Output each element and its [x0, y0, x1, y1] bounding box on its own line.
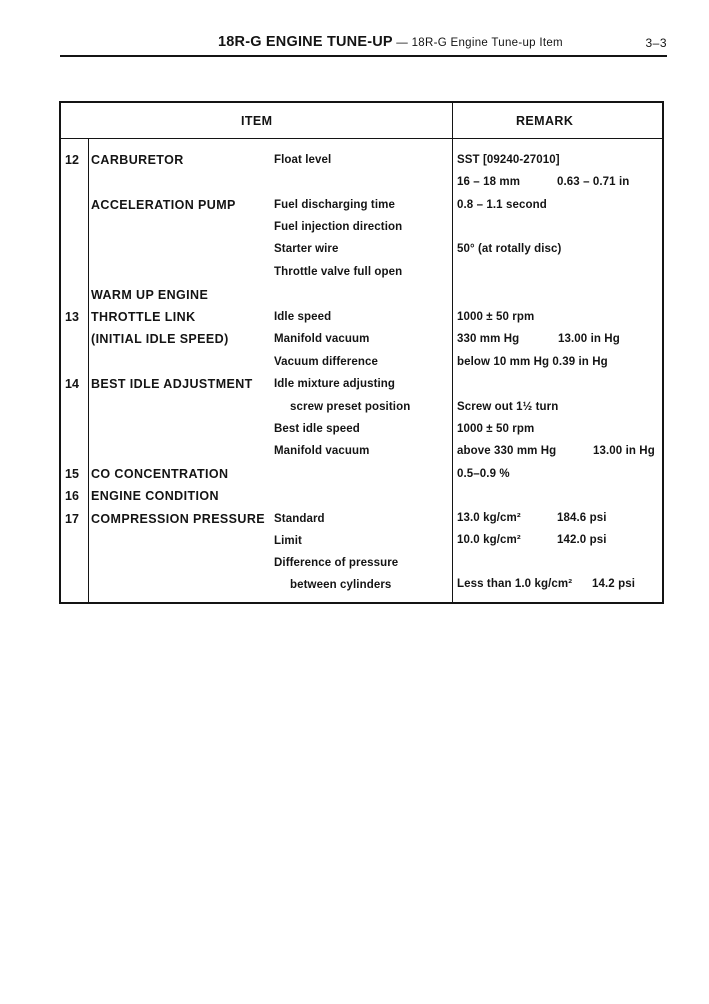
row-sub-item: Standard	[274, 513, 325, 525]
row-remark-secondary: 184.6 psi	[557, 512, 607, 524]
row-category: BEST IDLE ADJUSTMENT	[91, 377, 253, 391]
row-sub-item: Limit	[274, 535, 302, 547]
row-remark-secondary: 142.0 psi	[557, 534, 607, 546]
row-remark: 1000 ± 50 rpm	[457, 311, 535, 323]
item-remark-divider	[452, 103, 453, 602]
page-header	[60, 30, 667, 56]
row-category: CARBURETOR	[91, 153, 184, 167]
row-remark: 1000 ± 50 rpm	[457, 423, 535, 435]
row-category: ENGINE CONDITION	[91, 489, 219, 503]
header-rule	[60, 55, 667, 57]
row-number: 17	[65, 512, 79, 526]
row-remark-secondary: 13.00 in Hg	[558, 333, 620, 345]
row-remark-secondary: 14.2 psi	[592, 578, 635, 590]
row-sub-item: Difference of pressure	[274, 557, 399, 569]
row-sub-item: screw preset position	[290, 401, 411, 413]
row-remark: 0.8 – 1.1 second	[457, 199, 547, 211]
row-sub-item: Best idle speed	[274, 423, 360, 435]
row-remark-secondary: 0.63 – 0.71 in	[557, 176, 630, 188]
row-remark: 330 mm Hg	[457, 333, 520, 345]
row-sub-item: Manifold vacuum	[274, 333, 370, 345]
row-remark: above 330 mm Hg	[457, 445, 557, 457]
row-sub-item: Manifold vacuum	[274, 445, 370, 457]
row-remark-secondary: 13.00 in Hg	[593, 445, 655, 457]
row-category: (INITIAL IDLE SPEED)	[91, 332, 229, 346]
row-remark: 50° (at rotally disc)	[457, 243, 562, 255]
row-sub-item: Fuel discharging time	[274, 199, 395, 211]
row-remark: SST [09240-27010]	[457, 154, 560, 166]
row-sub-item: Vacuum difference	[274, 356, 378, 368]
row-remark: Screw out 1½ turn	[457, 401, 559, 413]
row-category: CO CONCENTRATION	[91, 467, 229, 481]
row-number: 13	[65, 310, 79, 324]
row-category: COMPRESSION PRESSURE	[91, 512, 266, 526]
row-category: THROTTLE LINK	[91, 310, 196, 324]
page-number: 3–3	[645, 36, 667, 50]
column-header-remark: REMARK	[516, 114, 574, 128]
number-column-divider	[88, 139, 89, 602]
title-separator: —	[392, 37, 412, 49]
header-row-divider	[61, 138, 662, 139]
row-remark: Less than 1.0 kg/cm²	[457, 578, 573, 590]
row-sub-item: Idle mixture adjusting	[274, 378, 396, 390]
row-sub-item: Float level	[274, 154, 332, 166]
header-title-line	[218, 34, 563, 50]
tune-up-table	[59, 101, 664, 604]
row-category: ACCELERATION PUMP	[91, 198, 236, 212]
row-remark: 0.5–0.9 %	[457, 468, 510, 480]
row-remark: 16 – 18 mm	[457, 176, 521, 188]
row-number: 12	[65, 153, 79, 167]
row-sub-item: between cylinders	[290, 579, 392, 591]
row-number: 14	[65, 377, 79, 391]
section-subtitle: 18R-G Engine Tune-up Item	[411, 37, 563, 49]
row-remark: 13.0 kg/cm²	[457, 512, 521, 524]
row-number: 15	[65, 467, 79, 481]
row-sub-item: Throttle valve full open	[274, 266, 403, 278]
column-header-item: ITEM	[241, 114, 273, 128]
row-remark: below 10 mm Hg 0.39 in Hg	[457, 356, 608, 368]
row-number: 16	[65, 489, 79, 503]
section-title: 18R-G ENGINE TUNE-UP	[218, 34, 393, 50]
row-sub-item: Starter wire	[274, 243, 339, 255]
row-category: WARM UP ENGINE	[91, 288, 209, 302]
row-sub-item: Idle speed	[274, 311, 332, 323]
row-remark: 10.0 kg/cm²	[457, 534, 521, 546]
row-sub-item: Fuel injection direction	[274, 221, 403, 233]
